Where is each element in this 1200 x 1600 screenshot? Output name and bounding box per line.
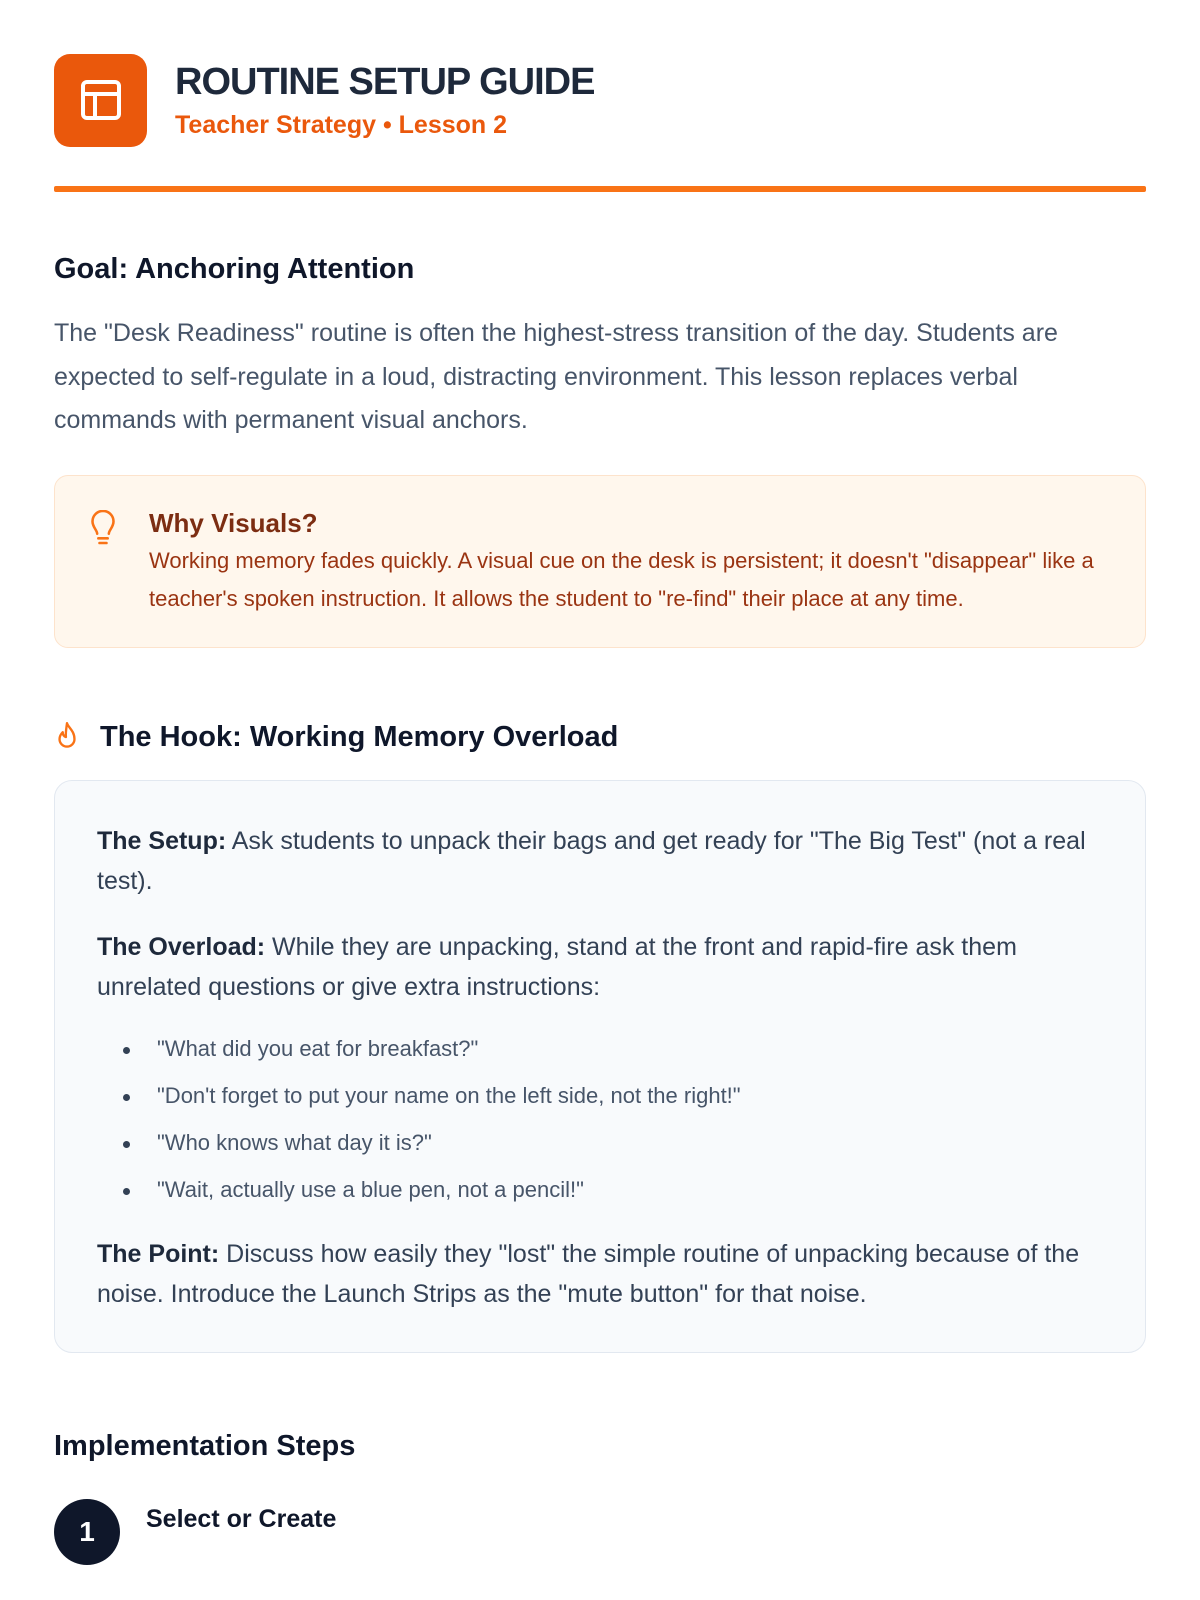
hook-title: The Hook: Working Memory Overload [100,720,619,753]
layout-icon [54,54,147,147]
list-item: "Wait, actually use a blue pen, not a pencil!" [119,1172,1103,1208]
hook-setup-text: Ask students to unpack their bags and get ready for "The Big Test" (not a real test). [97,826,1086,895]
hook-setup [97,821,1103,901]
hook-point-label: The Point: [97,1239,220,1268]
hook-heading [54,720,1146,754]
goal-heading: Goal: Anchoring Attention [54,253,415,285]
overload-questions-list [119,1031,1103,1208]
page-title: ROUTINE SETUP GUIDE [175,61,595,103]
page-header [54,0,1146,146]
lightbulb-icon [89,510,115,619]
flame-icon [54,721,80,753]
callout-text: Working memory fades quickly. A visual cue on the desk is persistent; it doesn't "disappear" like a teacher's spoken instruction. It allows the student to "re-find" their place at any time. [149,547,1094,611]
hook-point-text: Discuss how easily they "lost" the simple routine of unpacking because of the noise. Introduce the Launch Strips as the "mute button" for that noise. [97,1239,1080,1308]
callout-body [149,506,1105,619]
hook-overload [97,927,1103,1007]
header-divider [54,186,1146,192]
list-item: "What did you eat for breakfast?" [119,1031,1103,1067]
hook-overload-text: While they are unpacking, stand at the front and rapid-fire ask them unrelated questions or give extra instructions: [97,932,1017,1001]
step-title: Select or Create [146,1504,337,1533]
hook-point [97,1234,1103,1314]
hook-setup-label: The Setup: [97,826,227,855]
hook-overload-label: The Overload: [97,932,266,961]
steps-heading: Implementation Steps [54,1429,356,1462]
list-item: "Don't forget to put your name on the left side, not the right!" [119,1078,1103,1114]
list-item: "Who knows what day it is?" [119,1125,1103,1161]
goal-text: The "Desk Readiness" routine is often the highest-stress transition of the day. Students are expected to self-regulate in a loud, distracting environment. This lesson replaces verbal commands with permanent visual anchors. [54,319,1058,434]
step-number-badge: 1 [54,1499,120,1565]
page-subtitle: Teacher Strategy • Lesson 2 [175,111,508,139]
callout-title: Why Visuals? [149,507,318,538]
hook-box [54,780,1146,1353]
why-visuals-callout [54,475,1146,648]
header-text [175,60,594,140]
step-item [54,1499,1146,1565]
